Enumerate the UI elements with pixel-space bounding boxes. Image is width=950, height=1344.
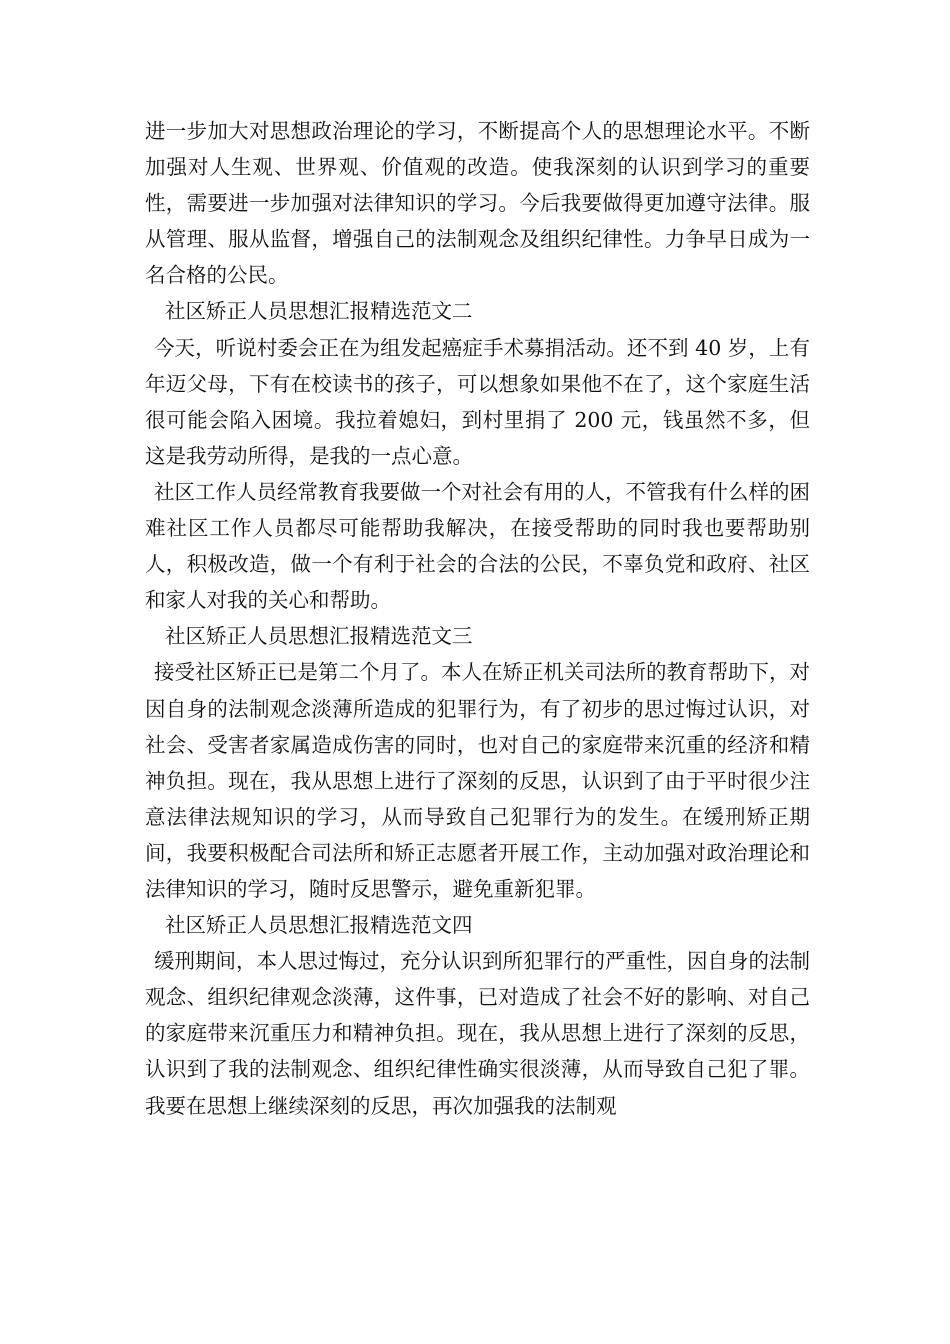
section-2-paragraph-1: 今天，听说村委会正在为组发起癌症手术募捐活动。还不到 40 岁，上有年迈父母，下有在校读书的孩子，可以想象如果他不在了，这个家庭生活很可能会陷入困境。我拉着媳妇，到村里捐了 200 元，钱虽然不多，但这是我劳动所得，是我的一点心意。 — [145, 335, 810, 468]
intro-paragraph: 进一步加大对思想政治理论的学习，不断提高个人的思想理论水平。不断加强对人生观、世界观、价值观的改造。使我深刻的认识到学习的重要性，需要进一步加强对法律知识的学习。今后我要做得更加遵守法律。服从管理、服从监督，增强自己的法制观念及组织纪律性。力争早日成为一名合格的公民。 — [145, 119, 810, 288]
section-heading-3: 社区矫正人员思想汇报精选范文三 — [165, 624, 473, 649]
section-heading-2: 社区矫正人员思想汇报精选范文二 — [165, 299, 473, 324]
document-body — [145, 113, 810, 1124]
section-4-paragraph-1: 缓刑期间，本人思过悔过，充分认识到所犯罪行的严重性，因自身的法制观念、组织纪律观念淡薄，这件事，已对造成了社会不好的影响、对自己的家庭带来沉重压力和精神负担。现在，我从思想上进行了深刻的反思，认识到了我的法制观念、组织纪律性确实很淡薄，从而导致自己犯了罪。我要在思想上继续深刻的反思，再次加强我的法制观 — [145, 949, 810, 1118]
section-3-paragraph-1: 接受社区矫正已是第二个月了。本人在矫正机关司法所的教育帮助下，对因自身的法制观念淡薄所造成的犯罪行为，有了初步的思过悔过认识，对社会、受害者家属造成伤害的同时，也对自己的家庭带来沉重的经济和精神负担。现在，我从思想上进行了深刻的反思，认识到了由于平时很少注意法律法规知识的学习，从而导致自己犯罪行为的发生。在缓刑矫正期间，我要积极配合司法所和矫正志愿者开展工作，主动加强对政治理论和法律知识的学习，随时反思警示，避免重新犯罪。 — [145, 660, 810, 901]
section-heading-4: 社区矫正人员思想汇报精选范文四 — [165, 913, 473, 938]
section-2-paragraph-2: 社区工作人员经常教育我要做一个对社会有用的人，不管我有什么样的困难社区工作人员都尽可能帮助我解决，在接受帮助的同时我也要帮助别人，积极改造，做一个有利于社会的合法的公民，不辜负党和政府、社区和家人对我的关心和帮助。 — [145, 479, 810, 613]
